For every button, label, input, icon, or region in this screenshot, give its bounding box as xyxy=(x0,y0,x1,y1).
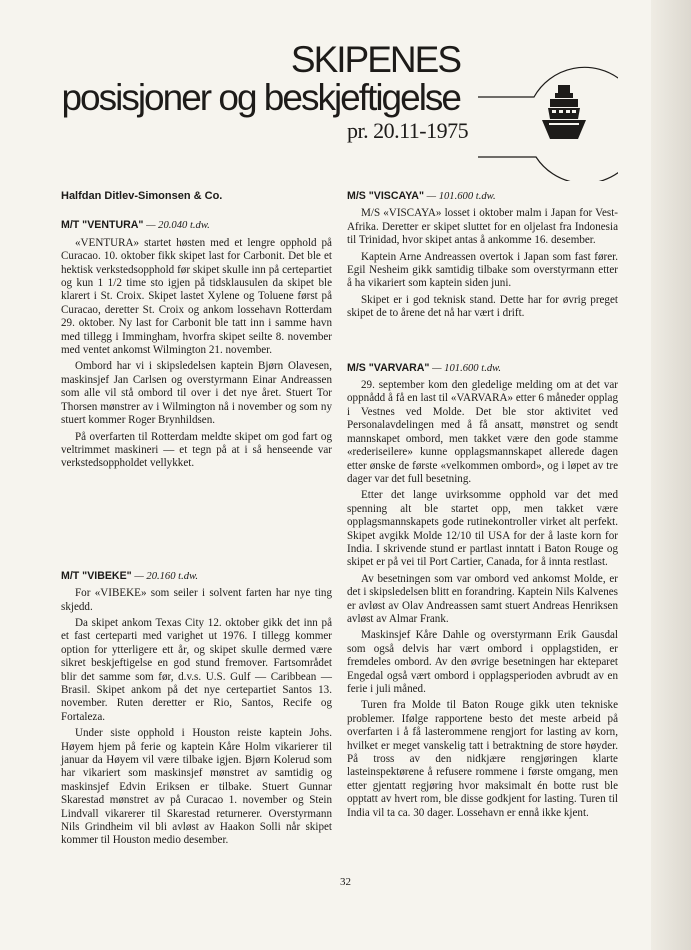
ship-emblem-icon xyxy=(478,55,618,181)
paragraph: Turen fra Molde til Baton Rouge gikk uten tekniske problemer. Ifølge rapportene besto det meste arbeid på overfarten i å få lasterommene rengjort for lasting av korn, hvilket er meget vanskelig tatt i betraktning de store høyder. På tross av den nidkjære rengjøringen klarte lasteinspektørene å refusere rommene i første omgang, men etter gjentatt regjøring hvor maksimalt én botte rust ble opptatt av hvert rom, ble disse godkjent for lasting. Turen til India vil ta ca. 30 dager. Lossehavn er ennå ikke kjent. xyxy=(347,699,618,819)
paragraph: Ombord har vi i skipsledelsen kaptein Bjørn Olavesen, maskinsjef Jan Carlsen og overstyrmann Einar Andreassen som alle vil stå ombord til over i det nye året. Stuert Tor Thorsen mønstrer av i Wilmington nå i november og som ny stuert kommer Roger Brynhildsen. xyxy=(61,360,332,427)
ship-name: M/S "VARVARA" xyxy=(347,361,430,374)
ship-heading-varvara xyxy=(347,362,618,375)
paragraph: Kaptein Arne Andreassen overtok i Japan som fast fører. Egil Nesheim gikk samtidig tilbake som overstyrmann etter å ha vikariert som kaptein siden juni. xyxy=(347,250,618,290)
ship-heading-vibeke xyxy=(61,570,332,583)
paragraph: M/S «VISCAYA» losset i oktober malm i Japan for Vest-Afrika. Deretter er skipet sluttet for en oljelast fra Indonesia til Trinidad, hvor skipet antas å ankomme 16. desember. xyxy=(347,207,618,247)
paragraph: Skipet er i god teknisk stand. Dette har for øvrig preget skipet de to årene det nå har vært i drift. xyxy=(347,293,618,320)
left-column xyxy=(61,190,332,851)
title-line-2: posisjoner og beskjeftigelse xyxy=(61,77,460,118)
page-number: 32 xyxy=(340,876,351,888)
paragraph: På overfarten til Rotterdam meldte skipet om god fart og veltrimmet maskineri — et tegn på at i så henseende var verkstedsoppholdet vellykket. xyxy=(61,430,332,470)
paragraph: For «VIBEKE» som seiler i solvent farten har nye ting skjedd. xyxy=(61,587,332,613)
ship-tonnage: — 20.160 t.dw. xyxy=(134,570,198,582)
title-line-1: SKIPENES xyxy=(290,39,460,80)
paragraph: Da skipet ankom Texas City 12. oktober gikk det inn på et fast certeparti med varighet ut 1976. I tillegg kommer option for ytterligere ett år, og skipet skulle dermed være sikret beskjeftigelse en god stund fremover. Fartsområdet blir det samme som før, d.v.s. U.S. Gulf — Caribbean — Brasil. Skipet ankom på det nye certepartiet Santos 13. november. Ruten deretter er Rio, Santos, Recife og Fortaleza. xyxy=(61,616,332,723)
ship-name: M/T "VENTURA" xyxy=(61,219,144,232)
page-title xyxy=(0,40,460,118)
ship-name: M/T "VIBEKE" xyxy=(61,569,132,582)
ship-tonnage: — 101.600 t.dw. xyxy=(432,362,502,374)
right-column xyxy=(347,190,618,823)
ship-tonnage: — 101.600 t.dw. xyxy=(426,191,496,202)
paragraph: Etter det lange uvirksomme opphold var det med spenning alt ble startet opp, men takket være opplagsmannskapets gode rutinekontroller virket alt perfekt. Skipet avgikk Molde 12/10 til USA for der å laste korn for India. I skrivende stund er partlast inntatt i Baton Rouge og skipet er på vei til Port Cartier, Canada, for å innta restlast. xyxy=(347,489,618,569)
paragraph: 29. september kom den gledelige melding om at det var oppnådd å få en last til «VARVARA» etter 6 måneder opplag i Vestnes ved Molde. Det ble stor aktivitet ved Personalavdelingen med å få ansatt, mønstret og sendt mannskapet ombord, men takket være den gode stamme «rederiseilere» kunne opplagsmannskapet allerede dagen etter ønske de første «velkommen ombord», og i løpet av tre dager var det full besetning. xyxy=(347,379,618,485)
page-edge-shadow xyxy=(651,0,691,950)
report-date: pr. 20.11-1975 xyxy=(347,118,469,143)
ship-heading-ventura xyxy=(61,219,332,232)
ship-tonnage: — 20.040 t.dw. xyxy=(146,220,210,232)
ship-heading-viscaya xyxy=(347,190,618,203)
company-name: Halfdan Ditlev-Simonsen & Co. xyxy=(61,190,223,202)
paragraph: Av besetningen som var ombord ved ankomst Molde, er det i skipsledelsen blitt en forandring. Kaptein Nils Kalvenes er avløst av Olav Andreassen samt stuert Andreas Henriksen avløst av Almar Frank. xyxy=(347,572,618,625)
ship-name: M/S "VISCAYA" xyxy=(347,190,424,202)
paragraph: Maskinsjef Kåre Dahle og overstyrmann Erik Gausdal som også delvis har vært ombord i opplagstiden, er fremdeles ombord. Av den øvrige besetningen har ekteparet Engedal også vært ombord i opplagsperioden avbrudt av en ferie i juli måned. xyxy=(347,629,618,695)
paragraph: «VENTURA» startet høsten med et lengre opphold på Curacao. 10. oktober fikk skipet last for Carbonit. Det ble et hektisk verkstedsopphold før skipet skulle inn på certepartiet og kun 1 1/2 time sto igjen på tidsklausulen da skipet ble klarert i St. Croix. Skipet lastet Xylene og Toluene først på Curacao, deretter St. Croix og ankom lossehavn Rotterdam 29. oktober. Ny last for Carbonit ble tatt inn i samme havn med tillegg i Immingham, hvorfra skipet seilte 8. november med ventet ankomst Wilmington 21. november. xyxy=(61,236,332,357)
paragraph: Under siste opphold i Houston reiste kaptein Johs. Høyem hjem på ferie og kaptein Kåre Holm vikarierer til januar da Høyem vil være tilbake igjen. Bjørn Kolerud som har vikariert som maskinsjef mønstret av samtidig og maskinsjef Edvin Eriksen er tilbake. Stuert Gunnar Skarestad mønstret av på Curacao 1. november og Stein Lindvall vikarerer til Skarestad returnerer. Overstyrmann Nils Grindheim vil bli avløst av Haakon Solli når skipet kommer til Houston medio desember. xyxy=(61,727,332,847)
